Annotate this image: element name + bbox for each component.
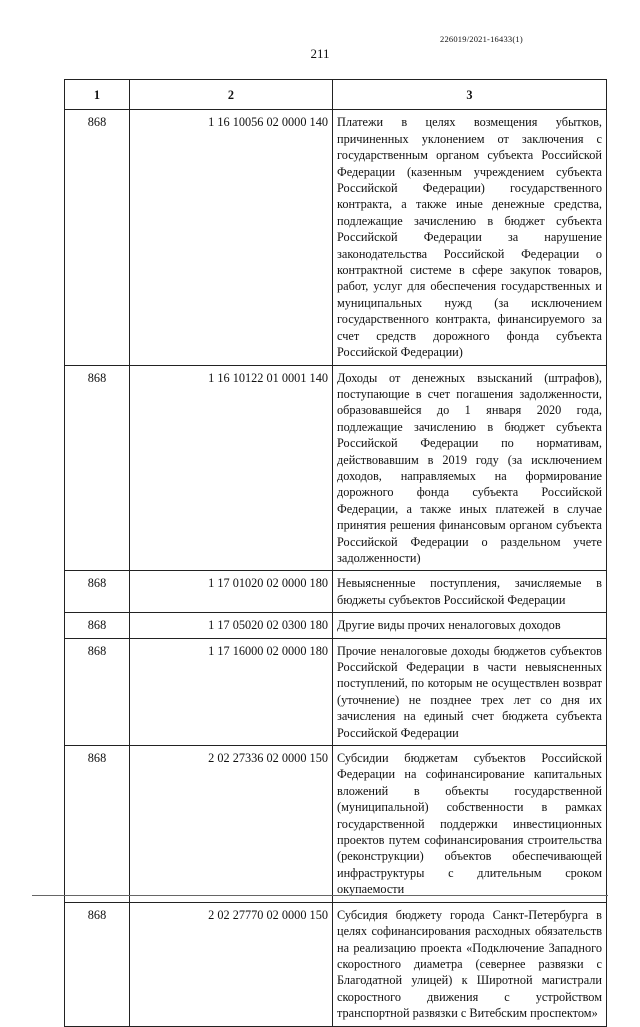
table-row [65, 110, 607, 365]
revenue-description-cell: Субсидии бюджетам субъектов Российской Федерации на софинансирование капитальных вложений в объекты государственной (муниципальной) собственности в рамках государственной поддержки инвестиционных проектов путем софинансирования строительства (реконструкции) объектов обеспечивающей инфраструктуры с длительным сроком окупаемости [333, 746, 607, 903]
revenue-description-cell: Другие виды прочих неналоговых доходов [333, 613, 607, 638]
revenue-description-cell: Доходы от денежных взысканий (штрафов), поступающие в счет погашения задолженности, образовавшейся до 1 января 2020 года, подлежащие зачислению в бюджет субъекта Российской Федерации по нормативам, действовавшим в 2019 году (за исключением доходов, направляемых на формирование дорожного фонда субъекта Российской Федерации, а также иных платежей в случае принятия решения финансовым органом субъекта Российской Федерации о раздельном учете задолженности) [333, 365, 607, 571]
budget-classification-code-cell: 1 16 10122 01 0001 140 [130, 365, 333, 571]
revenue-description-cell: Прочие неналоговые доходы бюджетов субъектов Российской Федерации в части невыясненных поступлений, по которым не осуществлен возврат (уточнение) не позднее трех лет со дня их зачисления на единый счет бюджета субъекта Российской Федерации [333, 638, 607, 745]
column-header-2: 2 [130, 80, 333, 110]
revenue-description-cell: Невыясненные поступления, зачисляемые в бюджеты субъектов Российской Федерации [333, 571, 607, 613]
administrator-code-cell: 868 [65, 746, 130, 903]
page-number: 211 [310, 46, 330, 61]
administrator-code-cell: 868 [65, 365, 130, 571]
budget-classification-code-cell: 1 17 01020 02 0000 180 [130, 571, 333, 613]
revenue-description-cell: Субсидия бюджету города Санкт-Петербурга в целях софинансирования расходных обязательств на реализацию проекта «Подключение Западного скоростного диаметра (севернее развязки с Благодатной улицей) к Широтной магистрали скоростного движения с устройством транспортной развязки с Витебским проспектом» [333, 902, 607, 1026]
table-row [65, 365, 607, 571]
column-header-3: 3 [333, 80, 607, 110]
administrator-code-cell: 868 [65, 638, 130, 745]
administrator-code-cell: 868 [65, 613, 130, 638]
table-row [65, 746, 607, 903]
page-bottom-divider [32, 895, 608, 896]
administrator-code-cell: 868 [65, 110, 130, 365]
budget-classification-code-cell: 2 02 27336 02 0000 150 [130, 746, 333, 903]
revenue-codes-table [64, 79, 607, 1027]
table-row [65, 571, 607, 613]
administrator-code-cell: 868 [65, 571, 130, 613]
table-row [65, 638, 607, 745]
budget-classification-code-cell: 2 02 27770 02 0000 150 [130, 902, 333, 1026]
table-row [65, 902, 607, 1026]
budget-classification-code-cell: 1 16 10056 02 0000 140 [130, 110, 333, 365]
budget-classification-code-cell: 1 17 16000 02 0000 180 [130, 638, 333, 745]
table-row [65, 613, 607, 638]
budget-classification-code-cell: 1 17 05020 02 0300 180 [130, 613, 333, 638]
table-header-row [65, 80, 607, 110]
column-header-1: 1 [65, 80, 130, 110]
document-registration-number: 226019/2021-16433(1) [440, 34, 523, 44]
revenue-description-cell: Платежи в целях возмещения убытков, причиненных уклонением от заключения с государственным органом субъекта Российской Федерации (казенным учреждением субъекта Российской Федерации) государственного контракта, а также иные денежные средства, подлежащие зачислению в бюджет субъекта Российской Федерации за нарушение законодательства Российской Федерации о контрактной системе в сфере закупок товаров, работ, услуг для обеспечения государственных и муниципальных нужд (за исключением государственного контракта, финансируемого за счет средств дорожного фонда субъекта Российской Федерации) [333, 110, 607, 365]
administrator-code-cell: 868 [65, 902, 130, 1026]
